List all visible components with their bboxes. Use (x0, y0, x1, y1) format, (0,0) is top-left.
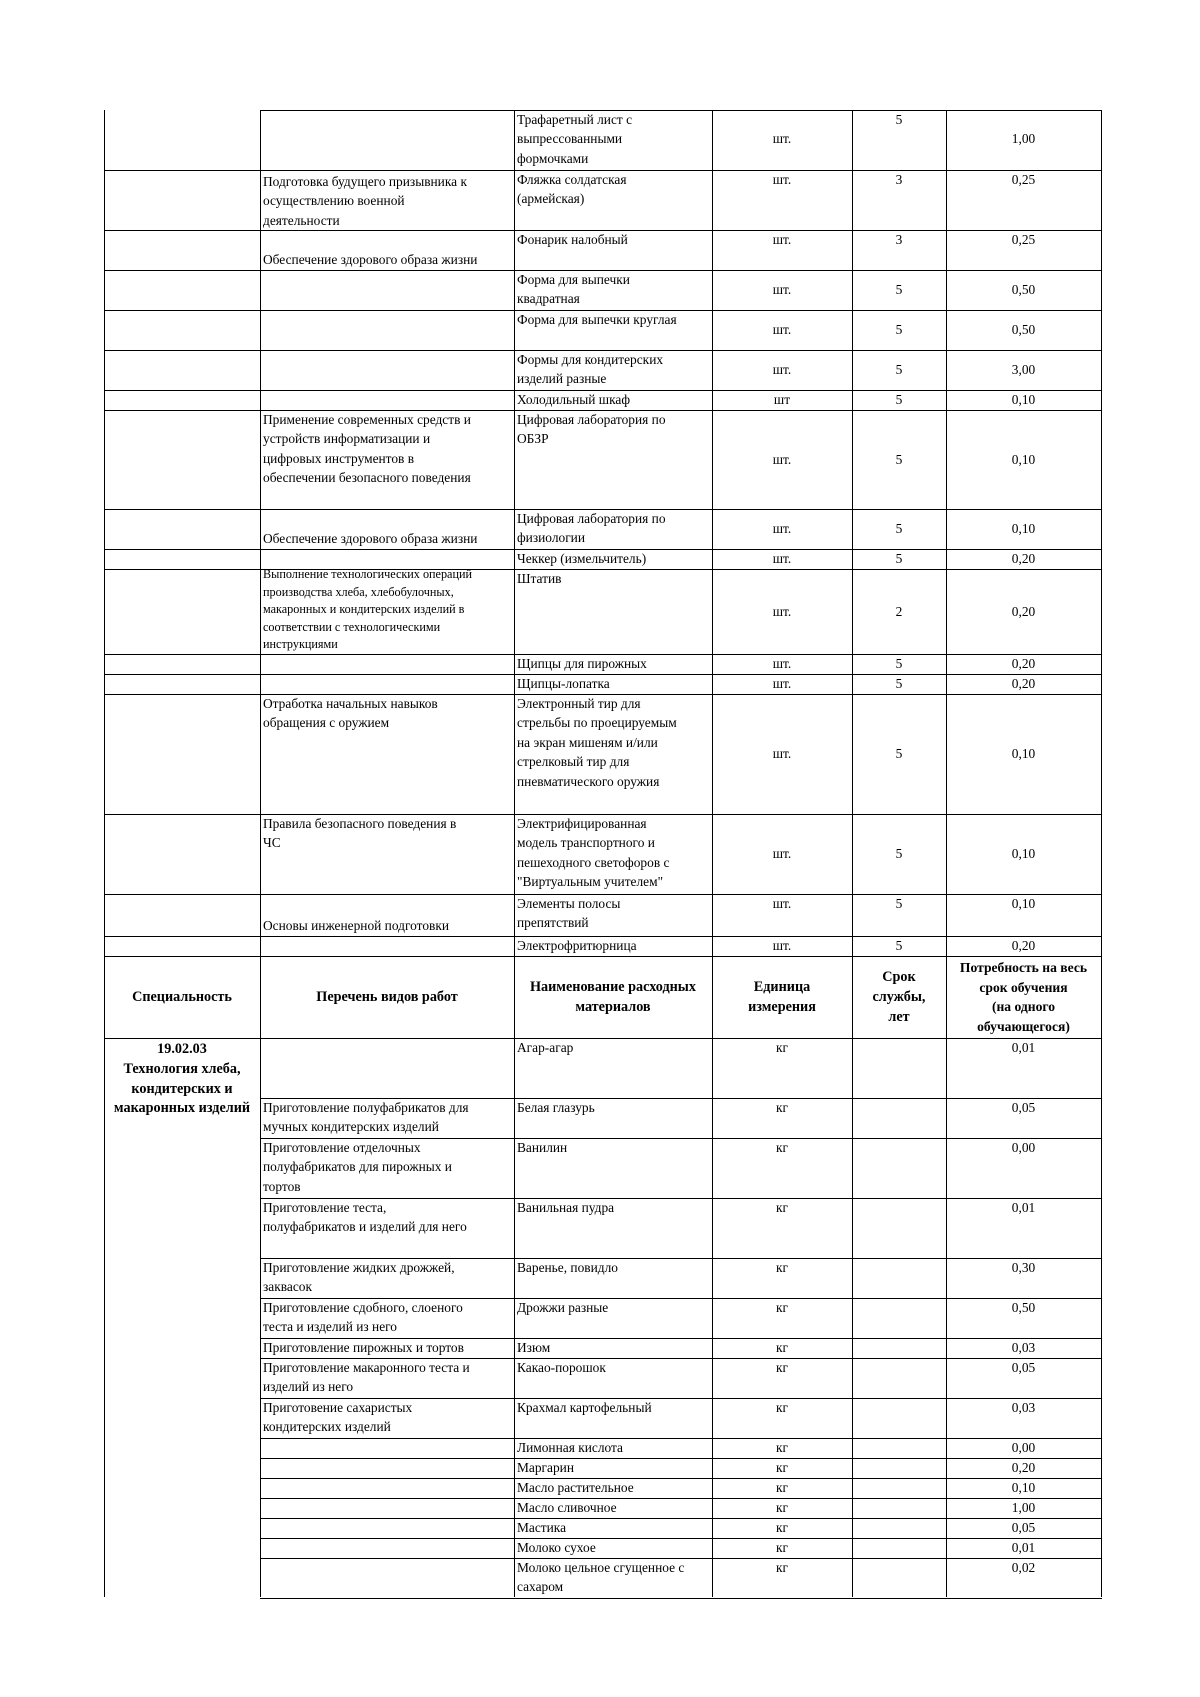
work-type: Основы инженерной подготовки (263, 918, 450, 933)
need-value: 0,01 (1011, 1040, 1036, 1055)
need-value: 0,50 (1011, 322, 1036, 338)
material-name: Дрожжи разные (517, 1300, 609, 1315)
unit-value: кг (776, 1200, 788, 1215)
row-border (104, 170, 261, 171)
material-name: Электрифицированная модель транспортного и пешеходного светофоров с "Виртуальным учителем" (517, 816, 670, 890)
unit-value: кг (776, 1140, 788, 1155)
row-border (104, 509, 261, 510)
need-value: 0,10 (1011, 1480, 1036, 1495)
work-type: Правила безопасного поведения в ЧС (263, 816, 457, 851)
material-name: Форма для выпечки круглая (517, 312, 677, 327)
material-name: Цифровая лаборатория по физиологии (517, 511, 666, 546)
column-border-right (1101, 110, 1102, 1597)
material-name: Щипцы для пирожных (517, 656, 647, 671)
work-type: Подготовка будущего призывника к осуществлению военной деятельности (263, 174, 467, 228)
material-name: Лимонная кислота (517, 1440, 623, 1455)
row-border (104, 814, 261, 815)
unit-value: шт. (772, 746, 792, 762)
need-value: 0,20 (1011, 938, 1036, 954)
unit-value: кг (776, 1360, 788, 1375)
unit-value: кг (776, 1560, 788, 1575)
work-type: Приготовение сахаристых кондитерских изделий (263, 1400, 413, 1435)
column-border-left (104, 110, 105, 1597)
need-value: 3,00 (1011, 362, 1036, 378)
row-border (104, 410, 261, 411)
column-border-works (514, 110, 515, 1597)
row-border (104, 894, 261, 895)
work-type: Приготовление сдобного, слоеного теста и изделий из него (263, 1300, 463, 1335)
unit-value: шт. (772, 282, 792, 298)
material-name: Молоко сухое (517, 1540, 596, 1555)
service-life-value: 5 (895, 282, 903, 298)
unit-value: шт (773, 392, 791, 408)
service-life-value: 5 (895, 746, 903, 762)
row-border (104, 310, 261, 311)
material-name: Крахмал картофельный (517, 1400, 652, 1415)
material-name: Форма для выпечки квадратная (517, 272, 630, 307)
row-border (260, 1598, 1102, 1599)
row-border (104, 936, 261, 937)
service-life-value: 5 (895, 322, 903, 338)
work-type: Приготовление теста, полуфабрикатов и изделий для него (263, 1200, 467, 1235)
specialty-code: 19.02.03 Технология хлеба, кондитерских и макаронных изделий (113, 1041, 251, 1117)
need-value: 0,30 (1011, 1260, 1036, 1275)
material-name: Элементы полосы препятствий (517, 896, 621, 931)
row-border (104, 654, 261, 655)
need-value: 0,10 (1011, 896, 1036, 911)
need-value: 0,25 (1011, 232, 1036, 247)
material-name: Электрофритюрница (517, 938, 637, 953)
material-name: Ванилин (517, 1140, 568, 1155)
unit-value: шт. (772, 603, 792, 619)
need-value: 0,50 (1011, 282, 1036, 298)
material-name: Белая глазурь (517, 1100, 595, 1115)
need-value: 0,03 (1011, 1400, 1036, 1415)
material-name: Изюм (517, 1340, 551, 1355)
row-border (104, 270, 261, 271)
need-value: 0,20 (1011, 1460, 1036, 1475)
material-name: Мастика (517, 1520, 567, 1535)
unit-value: кг (776, 1340, 788, 1355)
need-value: 0,10 (1011, 392, 1036, 408)
header-specialty: Специальность (132, 989, 232, 1005)
header-need: Потребность на весь срок обучения (на одного обучающегося) (959, 960, 1088, 1034)
unit-value: шт. (772, 322, 792, 338)
unit-value: шт. (772, 551, 792, 567)
service-life-value: 5 (895, 938, 903, 954)
row-border (104, 230, 261, 231)
column-border-specialty (260, 110, 261, 1597)
work-type: Приготовление макаронного теста и изделий из него (263, 1360, 470, 1395)
need-value: 0,50 (1011, 1300, 1036, 1315)
service-life-value: 5 (895, 392, 903, 408)
unit-value: шт. (772, 896, 792, 911)
unit-value: шт. (772, 362, 792, 378)
unit-value: кг (776, 1260, 788, 1275)
unit-value: шт. (772, 676, 792, 692)
unit-value: шт. (772, 172, 792, 187)
work-type: Приготовление полуфабрикатов для мучных кондитерских изделий (263, 1100, 469, 1135)
header-service-life: Срок службы, лет (872, 969, 926, 1025)
service-life-value: 5 (895, 362, 903, 378)
material-name: Чеккер (измельчитель) (517, 551, 647, 566)
unit-value: кг (776, 1440, 788, 1455)
unit-value: кг (776, 1520, 788, 1535)
need-value: 0,25 (1011, 172, 1036, 187)
need-value: 0,10 (1011, 746, 1036, 762)
material-name: Маргарин (517, 1460, 575, 1475)
material-name: Масло сливочное (517, 1500, 617, 1515)
service-life-value: 5 (895, 676, 903, 692)
need-value: 0,02 (1011, 1560, 1036, 1575)
work-type: Обеспечение здорового образа жизни (263, 531, 478, 546)
row-border (104, 390, 261, 391)
service-life-value: 5 (895, 451, 903, 467)
material-name: Цифровая лаборатория по ОБЗР (517, 412, 666, 447)
unit-value: шт. (772, 131, 792, 146)
need-value: 0,20 (1011, 603, 1036, 619)
need-value: 0,00 (1011, 1140, 1036, 1155)
work-type: Обеспечение здорового образа жизни (263, 252, 478, 267)
material-name: Трафаретный лист с выпрессованными формочками (517, 112, 633, 166)
service-life-value: 3 (895, 232, 903, 247)
unit-value: кг (776, 1300, 788, 1315)
row-border (104, 956, 261, 957)
need-value: 0,05 (1011, 1360, 1036, 1375)
unit-value: шт. (772, 938, 792, 954)
unit-value: шт. (772, 846, 792, 862)
row-border (260, 956, 1102, 957)
unit-value: шт. (772, 521, 792, 537)
unit-value: шт. (772, 232, 792, 247)
work-type: Приготовление пирожных и тортов (263, 1340, 464, 1355)
need-value: 0,00 (1011, 1440, 1036, 1455)
need-value: 0,01 (1011, 1200, 1036, 1215)
unit-value: кг (776, 1460, 788, 1475)
service-life-value: 2 (895, 603, 903, 619)
unit-value: кг (776, 1400, 788, 1415)
material-name: Штатив (517, 571, 562, 586)
material-name: Фонарик налобный (517, 232, 628, 247)
service-life-value: 5 (895, 551, 903, 567)
work-type: Приготовление жидких дрожжей, заквасок (263, 1260, 455, 1295)
need-value: 0,10 (1011, 846, 1036, 862)
need-value: 1,00 (1011, 131, 1036, 146)
row-border (104, 569, 261, 570)
work-type: Отработка начальных навыков обращения с оружием (263, 696, 438, 731)
need-value: 0,20 (1011, 676, 1036, 692)
header-unit: Единица измерения (748, 979, 816, 1015)
service-life-value: 5 (895, 521, 903, 537)
material-name: Электронный тир для стрельбы по проецируемым на экран мишеням и/или стрелковый тир для пневматического оружия (517, 696, 677, 789)
material-name: Холодильный шкаф (517, 392, 631, 407)
need-value: 0,01 (1011, 1540, 1036, 1555)
need-value: 0,05 (1011, 1520, 1036, 1535)
header-material: Наименование расходных материалов (530, 979, 696, 1015)
material-name: Формы для кондитерских изделий разные (517, 352, 664, 387)
row-border (104, 694, 261, 695)
unit-value: кг (776, 1500, 788, 1515)
need-value: 0,20 (1011, 656, 1036, 672)
need-value: 0,03 (1011, 1340, 1036, 1355)
row-border (104, 350, 261, 351)
service-life-value: 5 (895, 112, 903, 127)
unit-value: шт. (772, 451, 792, 467)
material-name: Щипцы-лопатка (517, 676, 610, 691)
service-life-value: 5 (895, 846, 903, 862)
row-border (104, 549, 261, 550)
material-name: Какао-порошок (517, 1360, 606, 1375)
unit-value: кг (776, 1540, 788, 1555)
material-name: Молоко цельное сгущенное с сахаром (517, 1560, 685, 1595)
service-life-value: 5 (895, 656, 903, 672)
unit-value: кг (776, 1100, 788, 1115)
material-name: Агар-агар (517, 1040, 574, 1055)
material-name: Масло растительное (517, 1480, 634, 1495)
unit-value: шт. (772, 656, 792, 672)
work-type: Применение современных средств и устройств информатизации и цифровых инструментов в обеспечении безопасного поведения (263, 412, 471, 486)
work-type: Приготовление отделочных полуфабрикатов для пирожных и тортов (263, 1140, 452, 1194)
need-value: 0,05 (1011, 1100, 1036, 1115)
need-value: 0,10 (1011, 521, 1036, 537)
unit-value: кг (776, 1480, 788, 1495)
work-type: Выполнение технологических операций производства хлеба, хлебобулочных, макаронных и кондитерских изделий в соответствии с технологическими инструкциями (263, 567, 473, 652)
material-name: Варенье, повидло (517, 1260, 618, 1275)
unit-value: кг (776, 1040, 788, 1055)
material-name: Ванильная пудра (517, 1200, 615, 1215)
row-border (104, 674, 261, 675)
service-life-value: 5 (895, 896, 903, 911)
header-works: Перечень видов работ (316, 989, 458, 1005)
material-name: Фляжка солдатская (армейская) (517, 172, 627, 207)
need-value: 0,10 (1011, 451, 1036, 467)
need-value: 0,20 (1011, 551, 1036, 567)
service-life-value: 3 (895, 172, 903, 187)
need-value: 1,00 (1011, 1500, 1036, 1515)
